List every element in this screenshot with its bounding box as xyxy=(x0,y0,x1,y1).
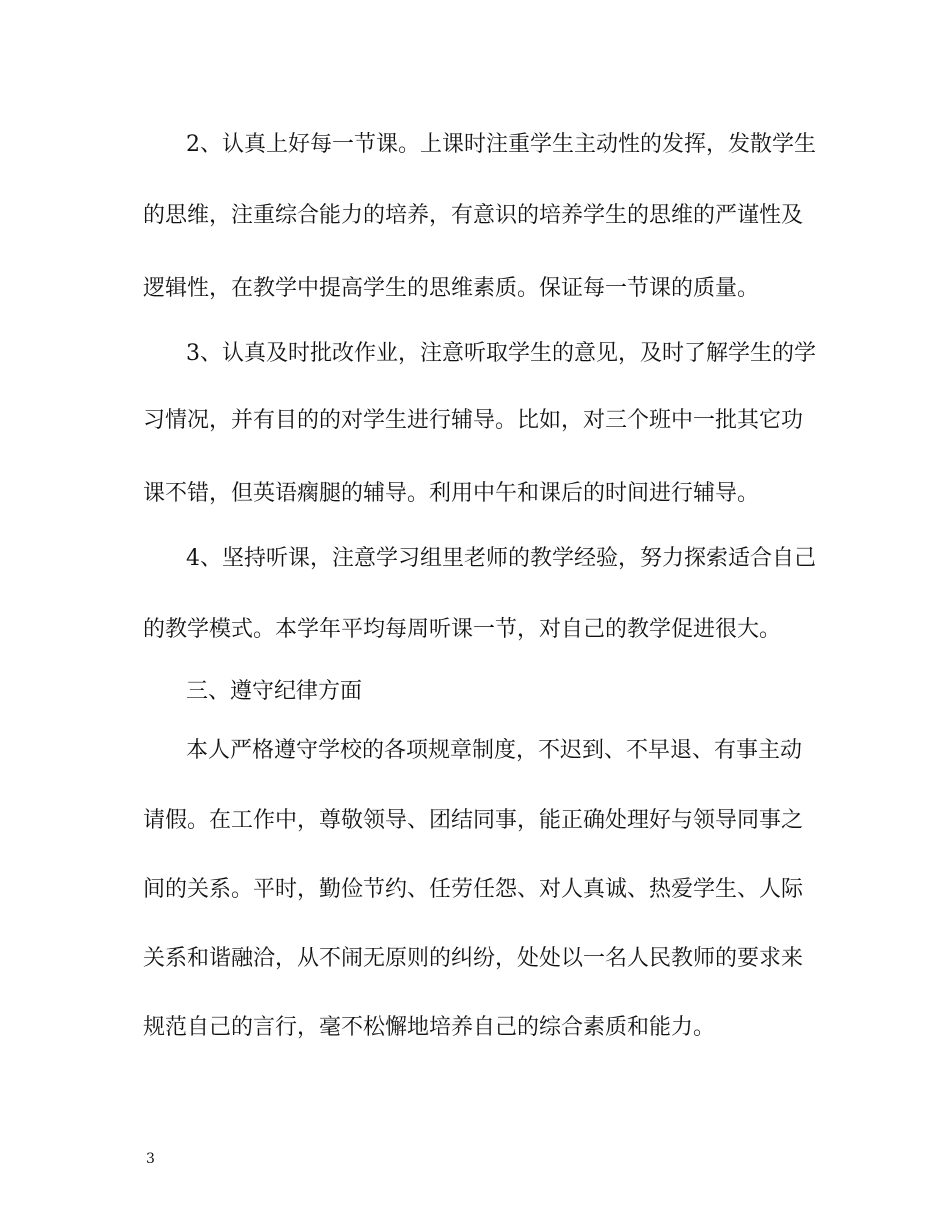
line-text: 本人严格遵守学校的各项规章制度，不迟到、不早退、有事主动 xyxy=(186,738,803,763)
page-number: 3 xyxy=(146,1151,155,1167)
line-text: 3、认真及时批改作业，注意听取学生的意见，及时了解学生的学 xyxy=(186,341,816,366)
line-text: 的思维，注重综合能力的培养，有意识的培养学生的思维的严谨性及 xyxy=(143,203,804,228)
line-text: 2、认真上好每一节课。上课时注重学生主动性的发挥，发散学生 xyxy=(186,132,816,157)
line-text: 4、坚持听课，注意学习组里老师的教学经验，努力探索适合自己 xyxy=(186,546,816,571)
line-text: 请假。在工作中，尊敬领导、团结同事，能正确处理好与领导同事之 xyxy=(143,808,804,833)
line-text: 习情况，并有目的的对学生进行辅导。比如，对三个班中一批其它功 xyxy=(143,408,804,433)
line-text: 逻辑性，在教学中提高学生的思维素质。保证每一节课的质量。 xyxy=(143,276,760,301)
line-text: 规范自己的言行，毫不松懈地培养自己的综合素质和能力。 xyxy=(143,1015,716,1040)
line-text: 间的关系。平时，勤俭节约、任劳任怨、对人真诚、热爱学生、人际 xyxy=(143,877,804,902)
heading-text: 三、遵守纪律方面 xyxy=(186,679,363,704)
line-text: 课不错，但英语瘸腿的辅导。利用中午和课后的时间进行辅导。 xyxy=(143,481,760,506)
line-text: 关系和谐融洽，从不闹无原则的纠纷，处处以一名人民教师的要求来 xyxy=(143,946,804,971)
line-text: 的教学模式。本学年平均每周听课一节，对自己的教学促进很大。 xyxy=(143,617,782,642)
